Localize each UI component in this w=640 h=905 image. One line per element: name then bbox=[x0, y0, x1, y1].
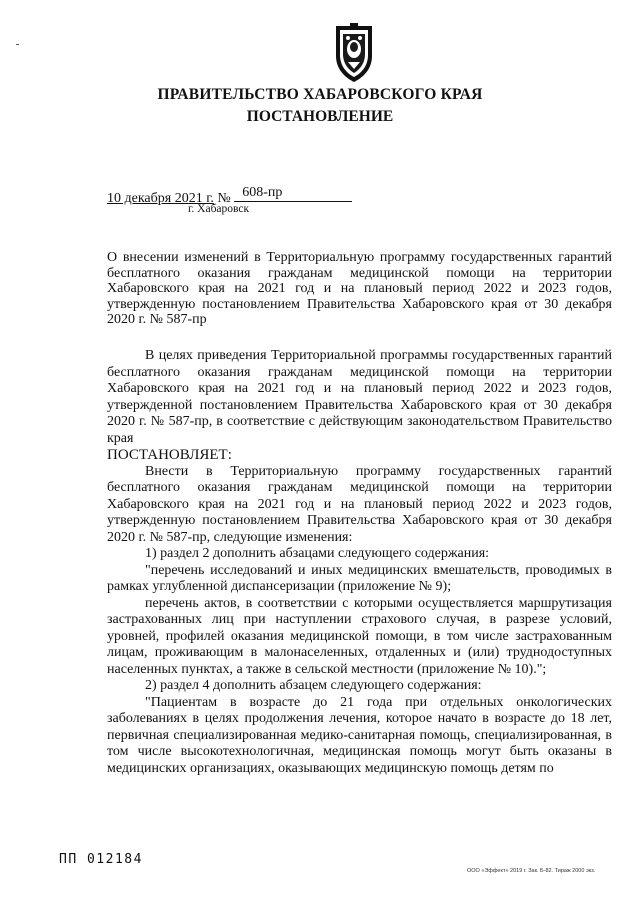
scan-artifact bbox=[16, 44, 19, 45]
document-date: 10 декабря 2021 г. bbox=[107, 191, 214, 206]
government-title: ПРАВИТЕЛЬСТВО ХАБАРОВСКОГО КРАЯ bbox=[157, 86, 483, 103]
document-kind: ПОСТАНОВЛЕНИЕ bbox=[246, 108, 394, 125]
body-paragraph: "перечень исследований и иных медицинских вмешательств, проводимых в рамках углубленной диспансеризации (приложение № 9); bbox=[107, 562, 612, 594]
serial-number: ПП 012184 bbox=[59, 852, 143, 867]
printer-imprint: ООО «Эффект» 2019 г. Зак. Б-82. Тираж 2000 экз. bbox=[467, 868, 596, 874]
document-body bbox=[107, 348, 612, 777]
resolves-heading: ПОСТАНОВЛЯЕТ: bbox=[107, 447, 232, 463]
body-paragraph: "Пациентам в возрасте до 21 года при отдельных онкологических заболеваниях в целях продолжения лечения, которое начато в возрасте до 18 лет, первичная специализированная медико-санитарная помощь, специализированная, в том числе высокотехнологичная, медицинская помощь могут быть оказаны в медицинских организациях, оказывающих медицинскую помощь детям по bbox=[107, 694, 612, 776]
preamble-paragraph: В целях приведения Территориальной программы государственных гарантий бесплатного оказания гражданам медицинской помощи на территории Хабаровского края на 2021 год и на плановый период 2022 и 2023 годов, утвержденной постановлением Правительства Хабаровского края от 30 декабря 2020 г. № 587-пр, в соответствие с действующим законодательством Правительство края bbox=[107, 348, 612, 446]
number-label: № bbox=[217, 191, 231, 206]
city: г. Хабаровск bbox=[188, 203, 250, 215]
document-number: 608-пр bbox=[242, 185, 283, 200]
number-field bbox=[234, 187, 352, 202]
document-subject: О внесении изменений в Территориальную программу государственных гарантий бесплатного оказания гражданам медицинской помощи на территории Хабаровского края на 2021 год и на плановый период 2022 и 2023 годов, утвержденную постановлением Правительства Хабаровского края от 30 декабря 2020 г. № 587-пр bbox=[107, 250, 612, 327]
body-paragraph: перечень актов, в соответствии с которыми осуществляется маршрутизация застрахованных лиц при наступлении страхового случая, в разрезе условий, уровней, профилей оказания медицинской помощи, в том числе застрахованным лицам, проживающим в малонаселенных, отдаленных и (или) труднодоступных населенных пунктах, а также в сельской местности (приложение № 10)."; bbox=[107, 595, 612, 677]
coat-of-arms-icon bbox=[331, 22, 377, 84]
body-paragraph: 2) раздел 4 дополнить абзацем следующего содержания: bbox=[145, 678, 482, 693]
body-paragraph: 1) раздел 2 дополнить абзацами следующего содержания: bbox=[145, 546, 490, 561]
body-paragraph: Внести в Территориальную программу государственных гарантий бесплатного оказания гражданам медицинской помощи на территории Хабаровского края на 2021 год и на плановый период 2022 и 2023 годов, утвержденную постановлением Правительства Хабаровского края от 30 декабря 2020 г. № 587-пр, следующие изменения: bbox=[107, 463, 612, 545]
